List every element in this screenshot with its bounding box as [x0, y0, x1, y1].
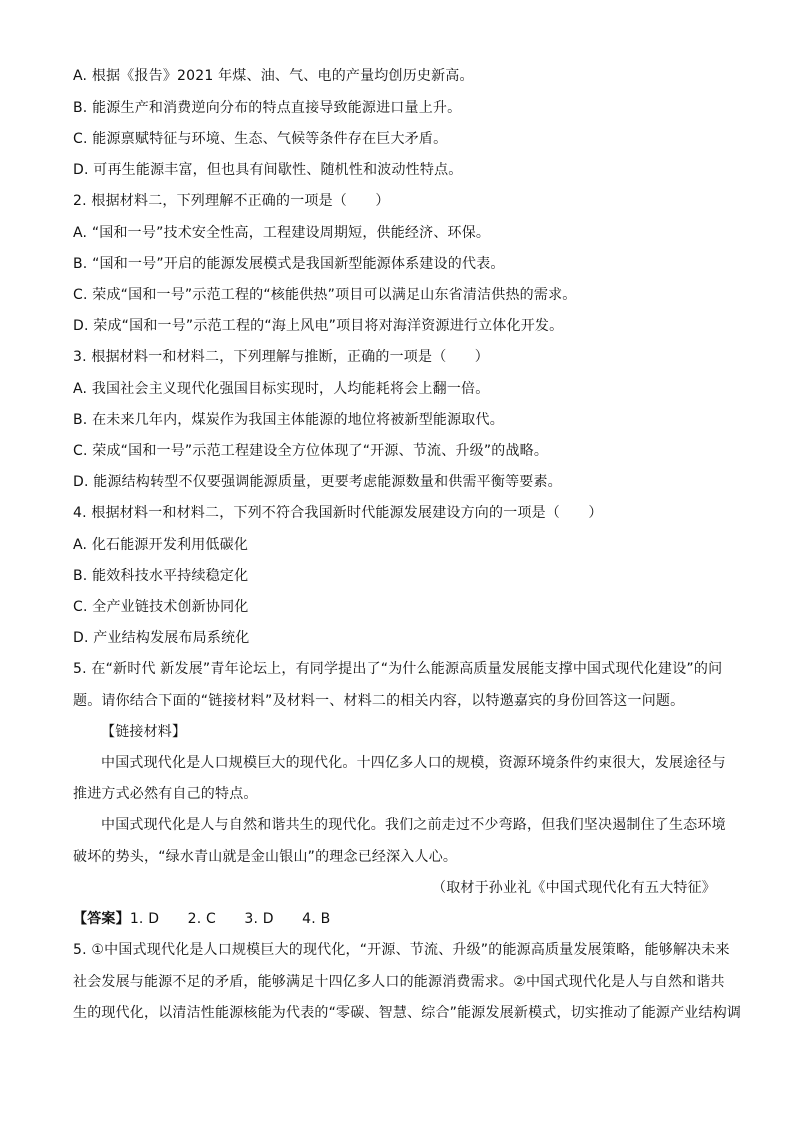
answer-q5-line-1: 5. ①中国式现代化是人口规模巨大的现代化，“开源、节流、升级”的能源高质量发展策略，能够解决未来: [73, 942, 730, 958]
q4-option-d: D. 产业结构发展布局系统化: [73, 630, 250, 646]
q2-option-c: C. 荣成“国和一号”示范工程的“核能供热”项目可以满足山东省清洁供热的需求。: [73, 287, 577, 303]
link-material-source: （取材于孙业礼《中国式现代化有五大特征》: [432, 880, 716, 896]
answer-q5-line-3: 生的现代化，以清洁性能源核能为代表的“零碳、智慧、综合”能源发展新模式，切实推动了能源产业结构调: [73, 1005, 742, 1021]
q1-option-d: D. 可再生能源丰富，但也具有间歇性、随机性和波动性特点。: [73, 162, 463, 178]
q2-option-a: A. “国和一号”技术安全性高，工程建设周期短，供能经济、环保。: [73, 225, 491, 241]
q1-option-c: C. 能源禀赋特征与环境、生态、气候等条件存在巨大矛盾。: [73, 131, 448, 147]
q5-stem-line-1: 5. 在“新时代 新发展”青年论坛上，有同学提出了“为什么能源高质量发展能支撑中国式现代化建设”的问: [73, 661, 723, 677]
answer-label: 【答案】: [73, 911, 130, 927]
q2-option-d: D. 荣成“国和一号”示范工程的“海上风电”项目将对海洋资源进行立体化开发。: [73, 318, 564, 334]
q4-option-a: A. 化石能源开发利用低碳化: [73, 537, 249, 553]
link-material-heading: 【链接材料】: [101, 724, 187, 740]
link-material-p2-line-1: 中国式现代化是人与自然和谐共生的现代化。我们之前走过不少弯路，但我们坚决遏制住了生态环境: [101, 817, 726, 833]
q3-option-d: D. 能源结构转型不仅要强调能源质量，更要考虑能源数量和供需平衡等要素。: [73, 474, 562, 490]
q3-option-c: C. 荣成“国和一号”示范工程建设全方位体现了“开源、节流、升级”的战略。: [73, 443, 549, 459]
answer-choices: 1. D 2. C 3. D 4. B: [129, 911, 331, 927]
link-material-p1-line-1: 中国式现代化是人口规模巨大的现代化。十四亿多人口的规模，资源环境条件约束很大，发展途径与: [101, 755, 726, 771]
q1-option-a: A. 根据《报告》2021 年煤、油、气、电的产量均创历史新高。: [73, 68, 474, 84]
q3-option-b: B. 在未来几年内，煤炭作为我国主体能源的地位将被新型能源取代。: [73, 412, 504, 428]
q4-stem: 4. 根据材料一和材料二，下列不符合我国新时代能源发展建设方向的一项是（ ）: [73, 505, 603, 521]
q1-option-b: B. 能源生产和消费逆向分布的特点直接导致能源进口量上升。: [73, 100, 462, 116]
link-material-p1-line-2: 推进方式必然有自己的特点。: [73, 786, 258, 802]
link-material-p2-line-2: 破坏的势头，“绿水青山就是金山银山”的理念已经深入人心。: [73, 849, 458, 865]
answer-q5-line-2: 社会发展与能源不足的矛盾，能够满足十四亿多人口的能源消费需求。②中国式现代化是人与自然和谐共: [73, 974, 725, 990]
q3-stem: 3. 根据材料一和材料二，下列理解与推断，正确的一项是（ ）: [73, 349, 490, 365]
q3-option-a: A. 我国社会主义现代化强国目标实现时，人均能耗将会上翻一倍。: [73, 381, 490, 397]
q5-stem-line-2: 题。请你结合下面的“链接材料”及材料一、材料二的相关内容，以特邀嘉宾的身份回答这一问题。: [73, 693, 685, 709]
q2-stem: 2. 根据材料二，下列理解不正确的一项是（ ）: [73, 193, 390, 209]
q4-option-c: C. 全产业链技术创新协同化: [73, 599, 249, 615]
q2-option-b: B. “国和一号”开启的能源发展模式是我国新型能源体系建设的代表。: [73, 256, 505, 272]
q4-option-b: B. 能效科技水平持续稳定化: [73, 568, 249, 584]
answer-line: [73, 909, 330, 929]
